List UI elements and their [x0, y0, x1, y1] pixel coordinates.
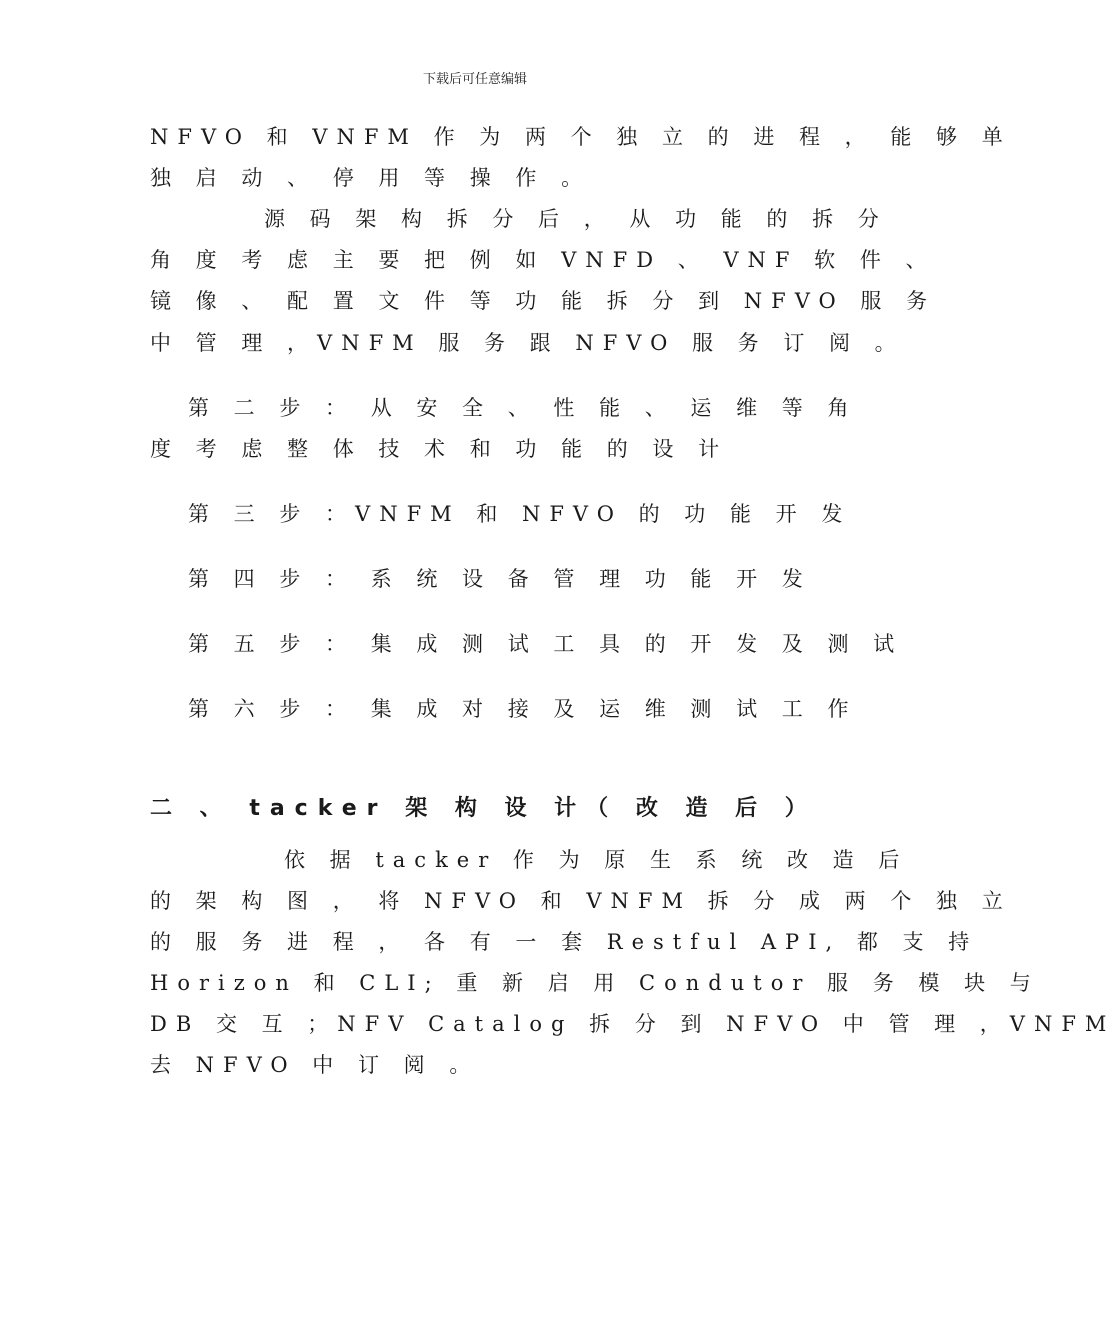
step2-line2: 度 考 虑 整 体 技 术 和 功 能 的 设 计 — [150, 437, 729, 461]
step3-line: 第 三 步 ：VNFM 和 NFVO 的 功 能 开 发 — [188, 502, 852, 526]
section2-heading: 二 、 tacker 架 构 设 计（ 改 造 后 ） — [150, 796, 817, 821]
step2-line1: 第 二 步 ： 从 安 全 、 性 能 、 运 维 等 角 — [188, 396, 858, 420]
section2-line1: 依 据 tacker 作 为 原 生 系 统 改 造 后 — [284, 848, 909, 872]
paragraph2-line4: 中 管 理 ，VNFM 服 务 跟 NFVO 服 务 订 阅 。 — [150, 331, 905, 355]
step5-line: 第 五 步 ： 集 成 测 试 工 具 的 开 发 及 测 试 — [188, 632, 904, 656]
section2-line5: DB 交 互 ；NFV Catalog 拆 分 到 NFVO 中 管 理 ，VNFM — [150, 1012, 1115, 1036]
paragraph1-line2: 独 启 动 、 停 用 等 操 作 。 — [150, 166, 592, 190]
step4-line: 第 四 步 ： 系 统 设 备 管 理 功 能 开 发 — [188, 567, 812, 591]
section2-line6: 去 NFVO 中 订 阅 。 — [150, 1053, 480, 1077]
paragraph1-line1: NFVO 和 VNFM 作 为 两 个 独 立 的 进 程 ， 能 够 单 — [150, 125, 1012, 149]
section2-line3: 的 服 务 进 程 ， 各 有 一 套 Restful API, 都 支 持 — [150, 930, 979, 954]
paragraph2-line2: 角 度 考 虑 主 要 把 例 如 VNFD 、 VNF 软 件 、 — [150, 248, 936, 272]
paragraph2-line1: 源 码 架 构 拆 分 后 ， 从 功 能 的 拆 分 — [264, 207, 888, 231]
page-header: 下载后可任意编辑 — [422, 72, 527, 87]
section2-line4: Horizon 和 CLI; 重 新 启 用 Condutor 服 务 模 块 与 — [150, 971, 1040, 995]
paragraph2-line3: 镜 像 、 配 置 文 件 等 功 能 拆 分 到 NFVO 服 务 — [150, 289, 937, 313]
section2-line2: 的 架 构 图 ， 将 NFVO 和 VNFM 拆 分 成 两 个 独 立 — [150, 889, 1012, 913]
step6-line: 第 六 步 ： 集 成 对 接 及 运 维 测 试 工 作 — [188, 697, 858, 721]
